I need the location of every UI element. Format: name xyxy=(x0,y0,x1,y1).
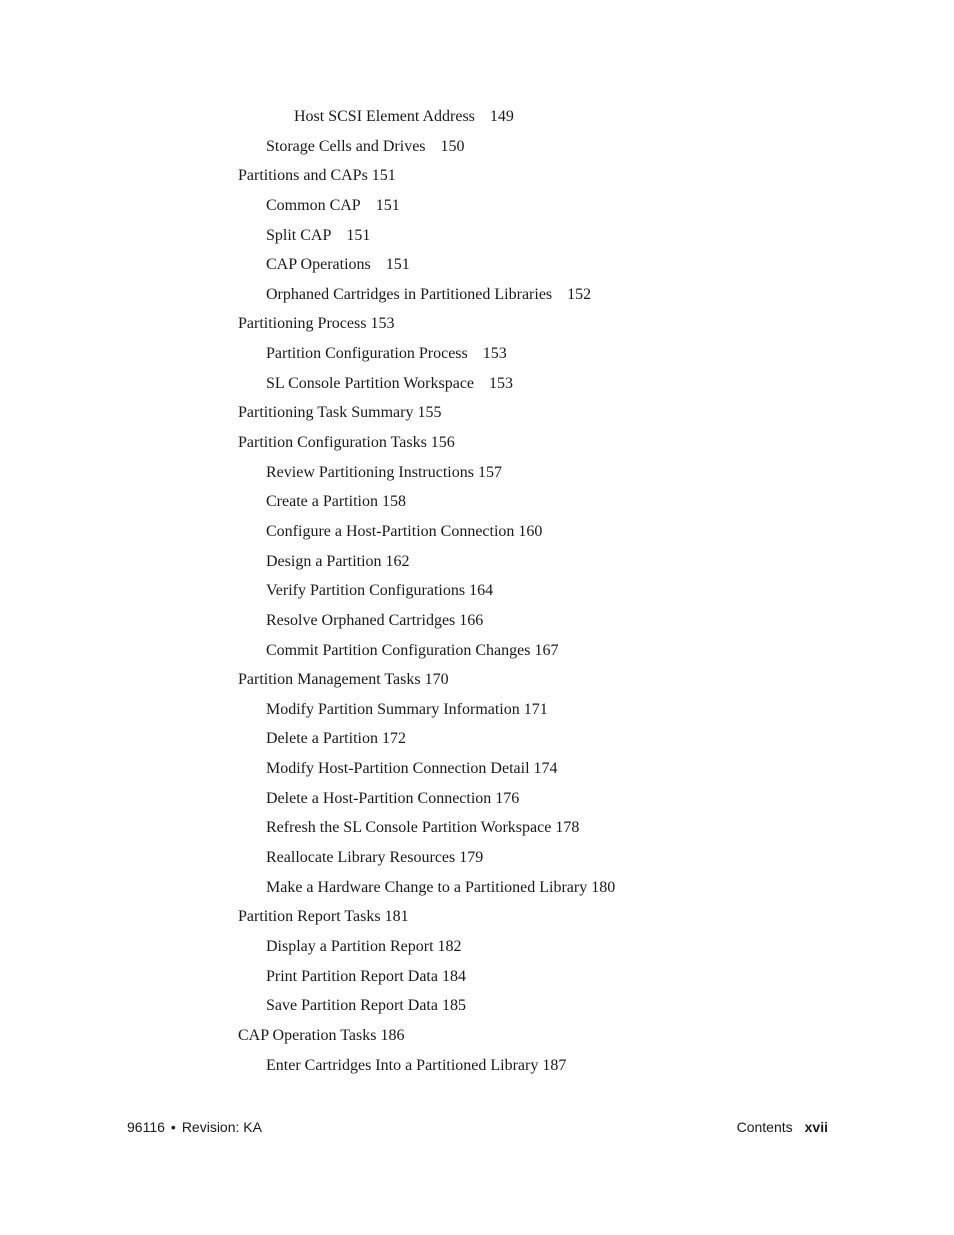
toc-entry-title: Partition Report Tasks xyxy=(238,908,381,926)
toc-entry[interactable] xyxy=(0,195,954,225)
toc-entry-page: 184 xyxy=(441,967,466,985)
toc-entry-page: 180 xyxy=(591,878,616,896)
toc-entry[interactable] xyxy=(0,254,954,284)
toc-entry-title: Enter Cartridges Into a Partitioned Library xyxy=(266,1056,539,1074)
page-number: xvii xyxy=(804,1119,828,1135)
toc-entry[interactable] xyxy=(0,758,954,788)
revision: Revision: KA xyxy=(181,1119,262,1135)
toc-entry-page: 153 xyxy=(482,345,507,363)
toc-entry[interactable] xyxy=(0,343,954,373)
toc-entry[interactable] xyxy=(0,1055,954,1085)
toc-entry-title: Orphaned Cartridges in Partitioned Libraries xyxy=(266,285,553,303)
toc-entry-page: 176 xyxy=(495,789,520,807)
toc-entry-title: Refresh the SL Console Partition Workspace xyxy=(266,819,552,837)
footer-section-info xyxy=(737,1117,828,1137)
toc-entry-page: 182 xyxy=(437,937,462,955)
toc-entry[interactable] xyxy=(0,136,954,166)
toc-entry[interactable] xyxy=(0,699,954,729)
footer-doc-info xyxy=(127,1117,262,1137)
toc-entry[interactable] xyxy=(0,373,954,403)
toc-entry-title: CAP Operation Tasks xyxy=(238,1026,377,1044)
toc-entry[interactable] xyxy=(0,284,954,314)
toc-entry-title: Common CAP xyxy=(266,196,361,214)
section-name: Contents xyxy=(736,1119,793,1135)
toc-entry[interactable] xyxy=(0,728,954,758)
toc-entry-title: Resolve Orphaned Cartridges xyxy=(266,611,456,629)
toc-entry-page: 157 xyxy=(477,463,502,481)
toc-entry-page: 152 xyxy=(567,285,592,303)
footer-bullet: • xyxy=(170,1119,176,1135)
toc-entry[interactable] xyxy=(0,640,954,670)
toc-entry-title: Verify Partition Configurations xyxy=(266,582,466,600)
toc-entry-page: 151 xyxy=(375,196,400,214)
toc-entry-title: Delete a Host-Partition Connection xyxy=(266,789,492,807)
toc-entry[interactable] xyxy=(0,491,954,521)
toc-entry[interactable] xyxy=(0,313,954,343)
toc-entry-title: Save Partition Report Data xyxy=(266,997,438,1015)
toc-entry-title: Reallocate Library Resources xyxy=(266,849,456,867)
toc-entry-page: 164 xyxy=(469,582,494,600)
toc-entry[interactable] xyxy=(0,551,954,581)
toc-entry-title: Design a Partition xyxy=(266,552,382,570)
toc-entry[interactable] xyxy=(0,966,954,996)
toc-entry[interactable] xyxy=(0,580,954,610)
toc-entry[interactable] xyxy=(0,432,954,462)
toc-entry-page: 185 xyxy=(441,997,466,1015)
page-footer xyxy=(127,1117,828,1137)
toc-entry-page: 166 xyxy=(459,611,484,629)
toc-entry-page: 153 xyxy=(489,374,514,392)
toc-entry-title: Storage Cells and Drives xyxy=(266,137,426,155)
toc-entry-page: 186 xyxy=(380,1026,405,1044)
toc-entry-title: Delete a Partition xyxy=(266,730,378,748)
toc-entry-title: Modify Partition Summary Information xyxy=(266,700,520,718)
toc-entry-page: 155 xyxy=(417,404,442,422)
toc-entry-title: Split CAP xyxy=(266,226,332,244)
toc-entry[interactable] xyxy=(0,817,954,847)
toc-entry[interactable] xyxy=(0,669,954,699)
toc-entry-title: Modify Host-Partition Connection Detail xyxy=(266,760,530,778)
toc-entry-title: Partitions and CAPs xyxy=(238,167,368,185)
toc-entry[interactable] xyxy=(0,402,954,432)
toc-entry-page: 172 xyxy=(381,730,406,748)
toc-entry[interactable] xyxy=(0,521,954,551)
toc-entry[interactable] xyxy=(0,995,954,1025)
toc-entry-page: 151 xyxy=(371,167,396,185)
toc-entry[interactable] xyxy=(0,788,954,818)
toc-entry-title: Make a Hardware Change to a Partitioned Library xyxy=(266,878,588,896)
toc-entry-title: Partitioning Task Summary xyxy=(238,404,414,422)
toc-entry[interactable] xyxy=(0,225,954,255)
toc-entry[interactable] xyxy=(0,877,954,907)
toc-entry[interactable] xyxy=(0,462,954,492)
toc-entry[interactable] xyxy=(0,106,954,136)
toc-entry[interactable] xyxy=(0,610,954,640)
toc-entry[interactable] xyxy=(0,936,954,966)
toc-entry-title: Partition Configuration Process xyxy=(266,345,468,363)
toc-entry-title: Commit Partition Configuration Changes xyxy=(266,641,531,659)
toc-entry-title: Review Partitioning Instructions xyxy=(266,463,474,481)
toc-entry-title: Host SCSI Element Address xyxy=(294,108,475,125)
toc-entry-title: Create a Partition xyxy=(266,493,378,511)
toc-entry-page: 167 xyxy=(534,641,559,659)
toc-entry[interactable] xyxy=(0,1025,954,1055)
toc-entry-page: 181 xyxy=(384,908,409,926)
doc-number: 96116 xyxy=(127,1119,165,1135)
toc-entry-page: 162 xyxy=(385,552,410,570)
toc-entry-page: 187 xyxy=(542,1056,567,1074)
toc-entry-title: Partition Configuration Tasks xyxy=(238,434,427,452)
toc-entry-page: 158 xyxy=(381,493,406,511)
toc-entry-page: 178 xyxy=(555,819,580,837)
toc-entry-page: 151 xyxy=(346,226,371,244)
toc-entry-page: 153 xyxy=(370,315,395,333)
toc-entry-page: 151 xyxy=(385,256,410,274)
toc-entry-page: 156 xyxy=(430,434,455,452)
toc-entry-page: 170 xyxy=(424,671,449,689)
toc-entry-title: Partition Management Tasks xyxy=(238,671,421,689)
toc-entry-title: Print Partition Report Data xyxy=(266,967,438,985)
toc-entry-title: SL Console Partition Workspace xyxy=(266,374,475,392)
table-of-contents xyxy=(0,106,954,1084)
toc-entry-page: 149 xyxy=(489,108,514,125)
toc-entry-title: Configure a Host-Partition Connection xyxy=(266,522,515,540)
toc-entry[interactable] xyxy=(0,906,954,936)
toc-entry-title: CAP Operations xyxy=(266,256,371,274)
toc-entry[interactable] xyxy=(0,165,954,195)
toc-entry-page: 171 xyxy=(523,700,548,718)
toc-entry[interactable] xyxy=(0,847,954,877)
toc-entry-page: 174 xyxy=(533,760,558,778)
toc-entry-page: 160 xyxy=(518,522,543,540)
toc-entry-page: 150 xyxy=(440,137,465,155)
toc-entry-page: 179 xyxy=(459,849,484,867)
toc-entry-title: Display a Partition Report xyxy=(266,937,434,955)
toc-entry-title: Partitioning Process xyxy=(238,315,367,333)
